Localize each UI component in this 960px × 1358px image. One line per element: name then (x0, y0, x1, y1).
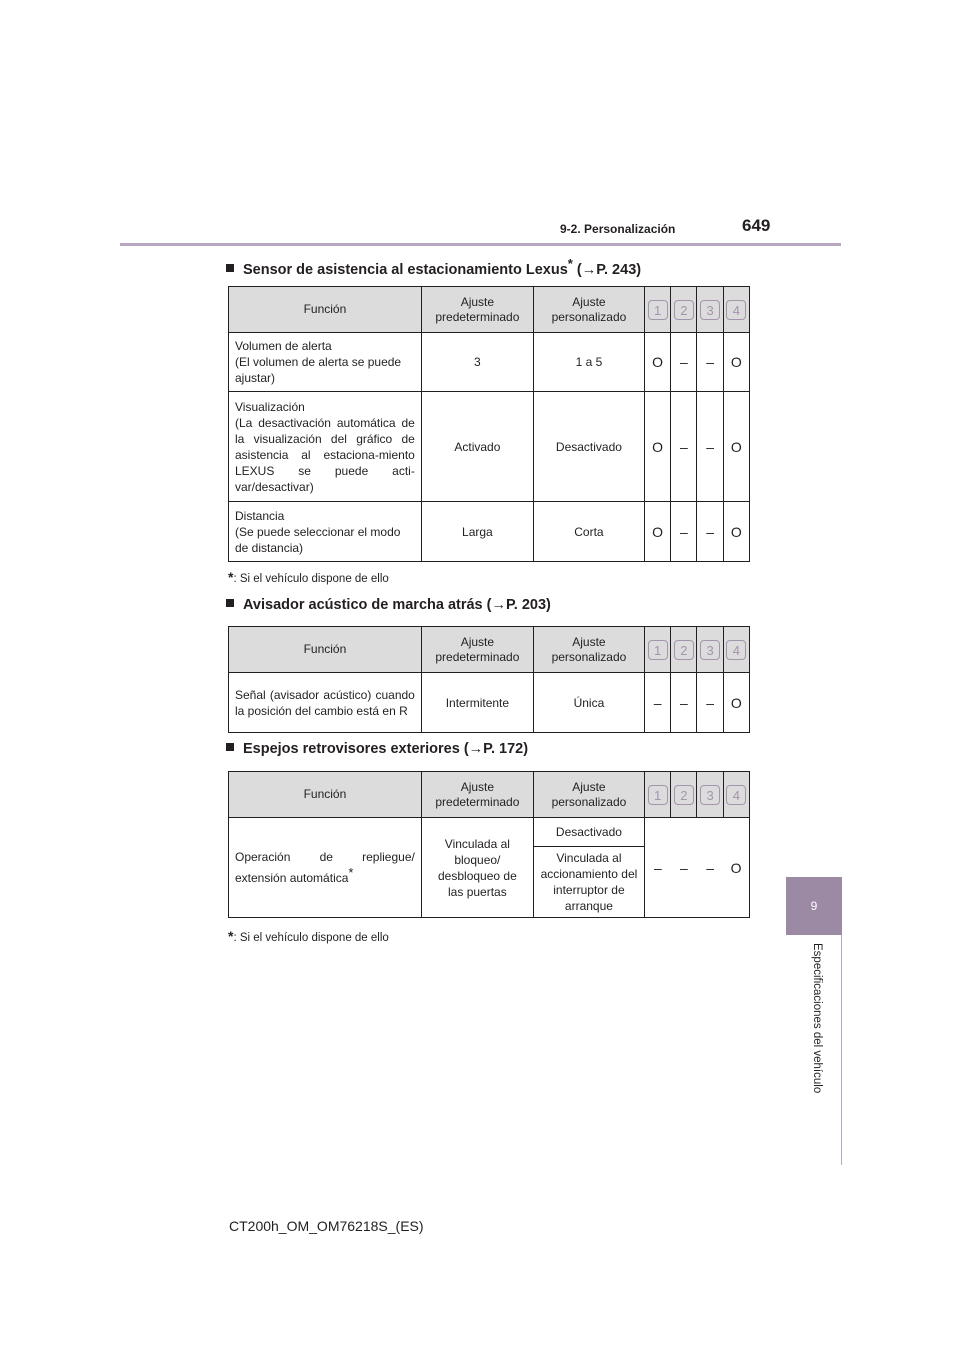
square-bullet-icon (226, 743, 234, 751)
method-2-icon: 2 (674, 300, 694, 320)
table-reverse-buzzer (228, 626, 750, 733)
cell-method-2: – (671, 392, 697, 502)
chapter-title: Especificaciones del vehículo (811, 943, 823, 1094)
section-heading-reverse-buzzer: Avisador acústico de marcha atrás (→P. 203) (226, 597, 551, 613)
cell-method-4: O (723, 502, 749, 562)
method-2-icon: 2 (674, 785, 694, 805)
table-row (229, 392, 750, 502)
cell-method-2: – (671, 502, 697, 562)
cell-custom: Corta (533, 502, 644, 562)
table-parking-sensor (228, 286, 750, 562)
section-heading-parking-sensor: Sensor de asistencia al estacionamiento Lexus* (→P. 243) (226, 256, 641, 278)
cell-custom-1: Desactivado (533, 818, 644, 847)
cell-method-4: O (723, 392, 749, 502)
cell-default: Vinculada al bloqueo/ desbloqueo de las puertas (421, 818, 533, 918)
cell-method-1: – (644, 818, 670, 918)
col-header-custom: Ajuste personalizado (533, 772, 644, 818)
cell-function: Operación de repliegue/ extensión automática* (229, 818, 422, 918)
method-1-icon: 1 (648, 300, 668, 320)
table-row (229, 502, 750, 562)
table-exterior-mirrors (228, 771, 750, 918)
col-header-function: Función (229, 287, 422, 333)
cell-custom-2: Vinculada al accionamiento del interruptor de arranque (533, 847, 644, 918)
table-header-row (229, 627, 750, 673)
section-heading-exterior-mirrors: Espejos retrovisores exteriores (→P. 172) (226, 741, 528, 757)
cell-method-4: O (723, 673, 749, 733)
method-4-icon: 4 (726, 785, 746, 805)
table-header-row (229, 772, 750, 818)
cell-custom: Única (533, 673, 644, 733)
cell-method-2: – (671, 818, 697, 918)
cell-default: Activado (421, 392, 533, 502)
cell-function: Distancia (Se puede seleccionar el modo de distancia) (229, 502, 422, 562)
cell-method-3: – (697, 392, 723, 502)
cell-method-1: O (644, 502, 670, 562)
method-3-icon: 3 (700, 785, 720, 805)
cell-method-2: – (671, 673, 697, 733)
cell-custom: 1 a 5 (533, 333, 644, 392)
footnote-1: *: Si el vehículo dispone de ello (228, 569, 389, 585)
chapter-number: 9 (810, 899, 818, 913)
cell-method-3: – (697, 502, 723, 562)
cell-method-3: – (697, 818, 723, 918)
cell-default: 3 (421, 333, 533, 392)
cell-method-3: – (697, 673, 723, 733)
cell-function: Visualización (La desactivación automática de la visualización del gráfico de asistencia al estaciona-miento LEXUS se puede acti-var/desactivar) (229, 392, 422, 502)
cell-method-1: O (644, 392, 670, 502)
col-header-default: Ajuste predeterminado (421, 772, 533, 818)
method-1-icon: 1 (648, 640, 668, 660)
cell-method-1: – (644, 673, 670, 733)
cell-function: Señal (avisador acústico) cuando la posición del cambio está en R (229, 673, 422, 733)
table-header-row (229, 287, 750, 333)
header-rule (120, 243, 841, 246)
square-bullet-icon (226, 599, 234, 607)
col-header-custom: Ajuste personalizado (533, 627, 644, 673)
page-number: 649 (742, 216, 771, 235)
method-4-icon: 4 (726, 640, 746, 660)
method-2-icon: 2 (674, 640, 694, 660)
col-header-custom: Ajuste personalizado (533, 287, 644, 333)
cell-method-4: O (723, 818, 749, 918)
col-header-default: Ajuste predeterminado (421, 627, 533, 673)
method-3-icon: 3 (700, 300, 720, 320)
cell-method-1: O (644, 333, 670, 392)
method-1-icon: 1 (648, 785, 668, 805)
col-header-function: Función (229, 627, 422, 673)
col-header-function: Función (229, 772, 422, 818)
document-code: CT200h_OM_OM76218S_(ES) (229, 1218, 424, 1234)
chapter-tab (786, 877, 842, 935)
cell-default: Larga (421, 502, 533, 562)
cell-method-4: O (723, 333, 749, 392)
footnote-2: *: Si el vehículo dispone de ello (228, 928, 389, 944)
method-4-icon: 4 (726, 300, 746, 320)
cell-function: Volumen de alerta (El volumen de alerta se puede ajustar) (229, 333, 422, 392)
table-row (229, 673, 750, 733)
cell-method-3: – (697, 333, 723, 392)
cell-default: Intermitente (421, 673, 533, 733)
table-row (229, 818, 750, 847)
method-3-icon: 3 (700, 640, 720, 660)
col-header-default: Ajuste predeterminado (421, 287, 533, 333)
cell-method-2: – (671, 333, 697, 392)
running-header-section: 9-2. Personalización (560, 222, 676, 236)
cell-custom: Desactivado (533, 392, 644, 502)
chapter-tab-line (841, 935, 842, 1165)
square-bullet-icon (226, 264, 234, 272)
table-row (229, 333, 750, 392)
